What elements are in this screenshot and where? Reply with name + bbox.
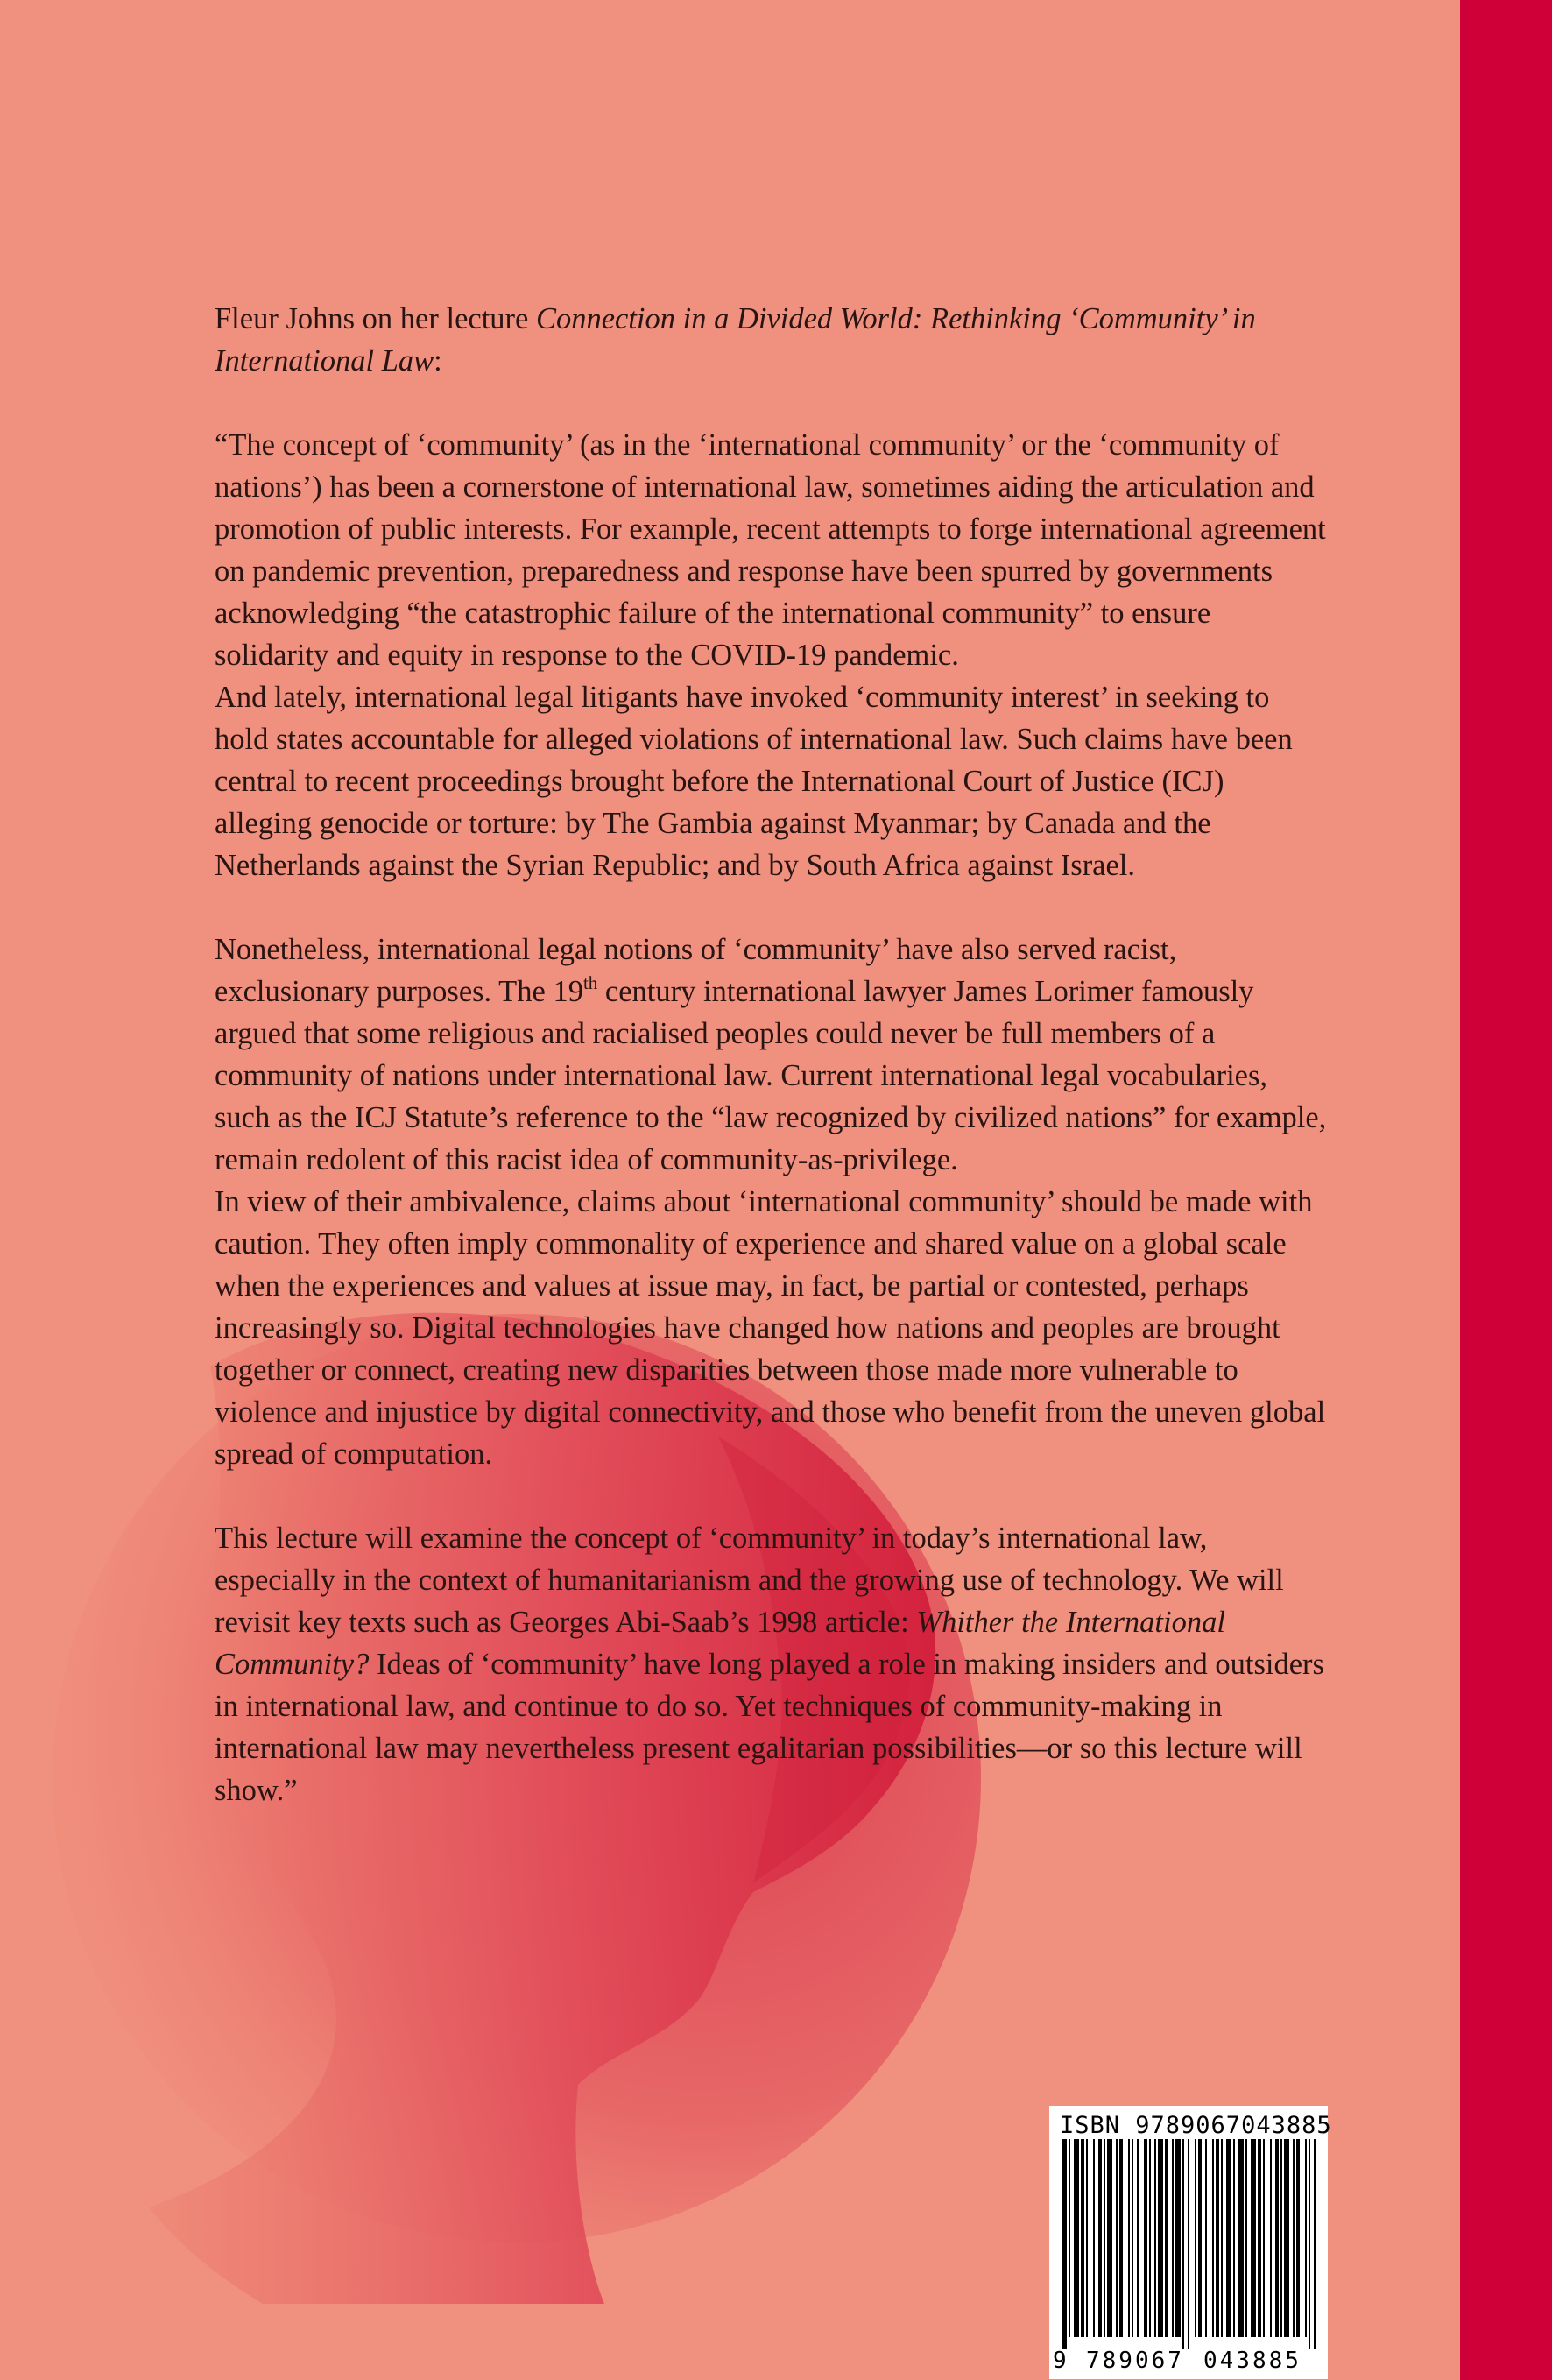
barcode-bar [1296,2139,1300,2337]
barcode-bar [1137,2139,1139,2337]
quote-paragraph-3 [215,929,1327,1181]
barcode-bar [1062,2139,1067,2349]
intro-lead: Fleur Johns on her lecture [215,302,536,335]
para5-text-b: Ideas of ‘community’ have long played a role in making insiders and outsiders in international law, and continue to do so. Yet techniques of community-making in international law may nevertheless present egalitarian possibilities—or so this lecture will show.” [215,1648,1324,1807]
barcode-bar [1093,2139,1095,2337]
isbn-digits-right: 043885 [1203,2348,1302,2374]
barcode-bar [1212,2139,1214,2337]
isbn-digit-first: 9 [1053,2348,1067,2374]
barcode-bar [1275,2139,1279,2337]
barcode-bar [1205,2139,1207,2337]
barcode-bar [1258,2139,1261,2337]
barcode-bar [1198,2139,1202,2337]
barcode-bar [1280,2139,1282,2337]
barcode-bar [1104,2139,1105,2337]
barcode-bar [1144,2139,1147,2337]
barcode-bar [1309,2139,1310,2349]
barcode-bar [1119,2139,1123,2337]
barcode-bar [1226,2139,1231,2337]
para3-text-a: Nonetheless, international legal notions of ‘community’ have also served racist, exclusionary purposes. The 19 [215,933,1177,1008]
barcode-bar [1128,2139,1130,2337]
barcode-bar [1188,2139,1189,2349]
barcode-bar [1251,2139,1256,2337]
barcode-bar [1270,2139,1272,2337]
lecture-title: Connection in a Divided World: Rethinking ‘Community’ in International Law [215,302,1256,378]
barcode-bar [1221,2139,1223,2337]
barcode-bar [1195,2139,1196,2337]
barcode-bar [1245,2139,1247,2337]
barcode-bar [1116,2139,1118,2337]
barcode-bar [1314,2139,1316,2349]
quote-paragraph-1: “The concept of ‘community’ (as in the ‘international community’ or the ‘community of nations’) has been a cornerstone of international law, sometimes aiding the articulation and promotion of public interests. For example, recent attempts to forge international agreement on pandemic prevention, preparedness and response have been spurred by governments acknowledging “the catastrophic failure of the international community” to ensure solidarity and equity in response to the COVID-19 pandemic. [215,428,1326,672]
barcode-bar [1132,2139,1133,2337]
intro-paragraph [215,298,1327,382]
barcode-bar [1172,2139,1174,2337]
para3-text-b: century international lawyer James Lorimer famously argued that some religious and racialised peoples could never be full members of a community of nations under international law. Current international legal vocabularies, such as the ICJ Statute’s reference to the “law recognized by civilized nations” for example, remain redolent of this racist idea of community-as-privilege. [215,975,1327,1176]
barcode-bar [1098,2139,1102,2337]
barcode-bar [1293,2139,1295,2337]
isbn-digits-left: 789067 [1086,2348,1184,2374]
barcode-bar [1074,2139,1079,2337]
barcode-bar [1263,2139,1265,2337]
isbn-barcode [1049,2106,1332,2379]
para3-superscript: th [582,972,598,993]
barcode-bar [1069,2139,1070,2337]
barcode-bar [1216,2139,1219,2337]
article-title: Whither the International Community? [215,1606,1225,1681]
barcode-bar [1305,2139,1307,2337]
barcode-bars [1049,2139,1328,2349]
barcode-bar [1165,2139,1168,2337]
para5-text-a: This lecture will examine the concept of ‘community’ in today’s international law, especially in the context of humanitarianism and the growing use of technology. We will revisit key texts such as Georges Abi-Saab’s 1998 article: [215,1522,1284,1639]
barcode-bar [1182,2139,1184,2349]
barcode-bar [1086,2139,1088,2337]
barcode-bar [1149,2139,1151,2337]
barcode-bar [1233,2139,1235,2337]
blurb-text [215,298,1327,1811]
barcode-bar [1158,2139,1163,2337]
isbn-label: ISBN 9789067043885 [1060,2112,1332,2139]
isbn-digits [1049,2348,1328,2376]
barcode-bar [1284,2139,1289,2337]
intro-tail: : [434,344,442,378]
barcode-bar [1238,2139,1244,2337]
quote-paragraph-5 [215,1517,1327,1811]
barcode-bar [1107,2139,1112,2337]
barcode-bar [1154,2139,1156,2337]
quote-paragraph-4: In view of their ambivalence, claims about ‘international community’ should be made with caution. They often imply commonality of experience and shared value on a global scale when the experiences and values at issue may, in fact, be partial or contested, perhaps increasingly so. Digital technologies have changed how nations and peoples are brought together or connect, creating new disparities between those made more vulnerable to violence and injustice by digital connectivity, and those who benefit from the uneven global spread of computation. [215,1185,1326,1471]
quote-paragraph-2: And lately, international legal litigants have invoked ‘community interest’ in seeking to hold states accountable for alleged violations of international law. Such claims have been central to recent proceedings brought before the International Court of Justice (ICJ) alleging genocide or torture: by The Gambia against Myanmar; by Canada and the Netherlands against the Syrian Republic; and by South Africa against Israel. [215,681,1293,882]
barcode-bar [1081,2139,1084,2337]
barcode-bar [1175,2139,1181,2337]
spine-accent-bar [1460,0,1552,2380]
